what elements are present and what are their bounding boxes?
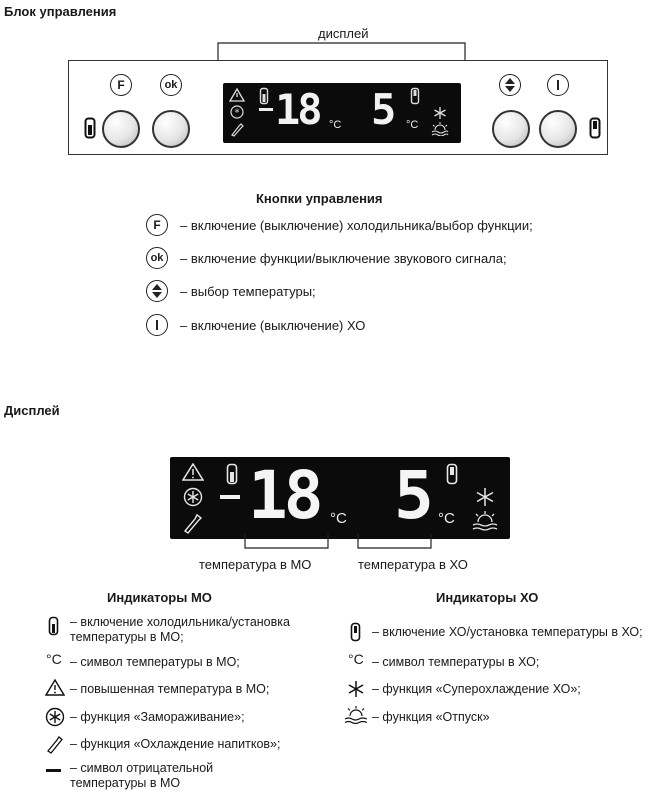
mo-item-celsius: – символ температуры в МО; xyxy=(70,655,240,669)
fridge-thermometer-icon xyxy=(350,622,361,642)
display-small xyxy=(223,83,461,143)
freeze-circle-icon xyxy=(230,105,244,119)
bottle-icon xyxy=(229,121,245,137)
buttons-legend-title: Кнопки управления xyxy=(256,191,383,206)
up-down-arrows-icon xyxy=(499,74,521,96)
xo-item-supercool: – функция «Суперохлаждение ХО»; xyxy=(372,682,581,696)
fridge-temp-icon xyxy=(84,117,96,139)
ok-button-icon: ok xyxy=(160,74,182,96)
warning-triangle-icon xyxy=(45,679,65,696)
xo-item-fridge: – включение ХО/установка температуры в ХО; xyxy=(372,625,643,639)
svg-text:*: * xyxy=(234,107,240,119)
xo-celsius: °C xyxy=(406,119,419,131)
celsius-icon: °C xyxy=(348,651,364,667)
ok-button[interactable] xyxy=(152,110,190,148)
vacation-sun-icon xyxy=(431,122,449,136)
mo-temperature-digits: 18 xyxy=(248,457,320,534)
mo-temp-label: температура в МО xyxy=(199,557,312,572)
snowflake-icon xyxy=(433,106,447,120)
mo-item-minus: – символ отрицательной температуры в МО xyxy=(70,761,214,790)
mo-indicators-title: Индикаторы МО xyxy=(107,590,212,605)
snowflake-icon xyxy=(475,487,495,507)
bottle-icon xyxy=(45,734,65,754)
f-button[interactable] xyxy=(102,110,140,148)
xo-temperature-digits: 5 xyxy=(371,85,397,134)
warning-triangle-icon xyxy=(182,463,204,481)
up-down-arrows-legend-icon xyxy=(146,280,168,302)
legend-power-text: – включение (выключение) ХО xyxy=(180,318,366,333)
power-button[interactable] xyxy=(539,110,577,148)
legend-arrows-text: – выбор температуры; xyxy=(180,284,316,299)
mo-item-bottle: – функция «Охлаждение напитков»; xyxy=(70,737,281,751)
xo-item-celsius: – символ температуры в ХО; xyxy=(372,655,540,669)
mo-temperature-digits: 18 xyxy=(275,85,320,134)
xo-temp-label: температура в ХО xyxy=(358,557,468,572)
xo-fridge-icon xyxy=(410,87,420,105)
ok-legend-icon: ok xyxy=(146,247,168,269)
xo-temperature-digits: 5 xyxy=(394,457,434,534)
power-icon xyxy=(547,74,569,96)
xo-bracket xyxy=(355,532,435,552)
vacation-sun-icon xyxy=(344,706,368,724)
mo-fridge-icon xyxy=(259,87,269,105)
mo-item-warning: – повышенная температура в МО; xyxy=(70,682,270,696)
snowflake-icon xyxy=(347,680,365,698)
minus-icon xyxy=(220,495,240,499)
minus-icon xyxy=(46,769,61,772)
mo-item-fridge: – включение холодильника/установка температуры в МО; xyxy=(70,615,290,644)
legend-ok-text: – включение функции/выключение звукового сигнала; xyxy=(180,251,507,266)
xo-indicators-title: Индикаторы ХО xyxy=(436,590,539,605)
power-legend-icon xyxy=(146,314,168,336)
xo-temp-icon xyxy=(589,117,601,139)
display-section-title: Дисплей xyxy=(4,403,60,418)
temperature-button[interactable] xyxy=(492,110,530,148)
celsius-icon: °C xyxy=(46,651,62,667)
mo-bracket xyxy=(242,532,332,552)
xo-item-vacation: – функция «Отпуск» xyxy=(372,710,490,724)
display-large xyxy=(170,457,510,539)
freeze-circle-icon xyxy=(45,707,65,727)
fridge-thermometer-icon xyxy=(48,616,59,636)
f-button-icon: F xyxy=(110,74,132,96)
minus-icon xyxy=(259,108,273,111)
vacation-sun-icon xyxy=(472,511,498,531)
xo-fridge-icon xyxy=(446,463,458,485)
f-legend-icon: F xyxy=(146,214,168,236)
bottle-icon xyxy=(182,512,204,534)
mo-fridge-icon xyxy=(226,463,238,485)
freeze-circle-icon xyxy=(183,487,203,507)
xo-celsius: °C xyxy=(438,510,455,527)
control-block-title: Блок управления xyxy=(4,4,117,19)
warning-triangle-icon xyxy=(229,88,245,102)
legend-f-text: – включение (выключение) холодильника/выбор функции; xyxy=(180,218,533,233)
display-label: дисплей xyxy=(318,26,369,41)
mo-celsius: °C xyxy=(329,119,342,131)
mo-celsius: °C xyxy=(330,510,347,527)
mo-item-freeze: – функция «Замораживание»; xyxy=(70,710,245,724)
